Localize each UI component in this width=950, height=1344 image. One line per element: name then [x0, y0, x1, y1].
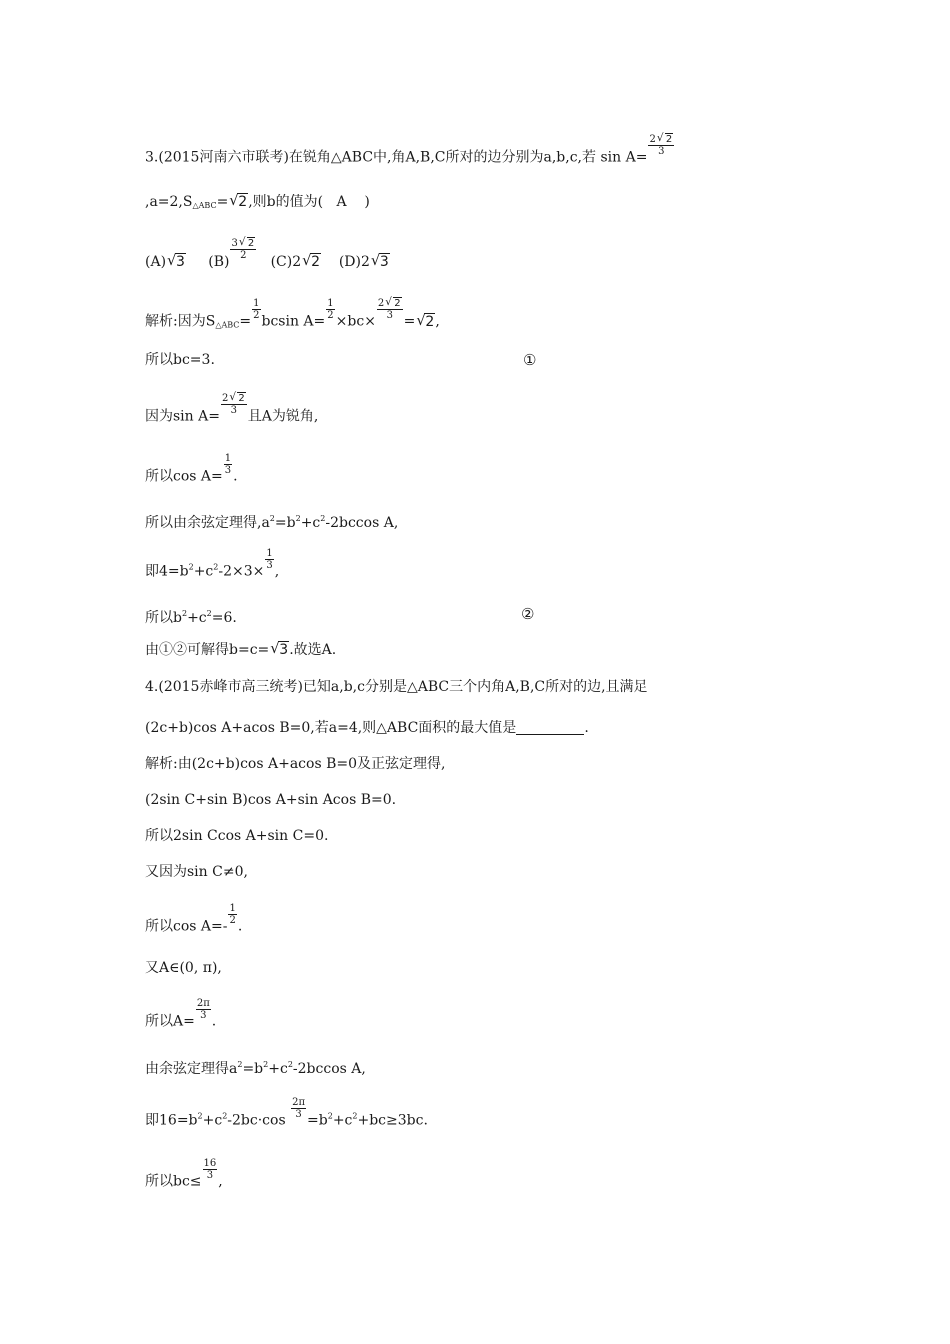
- solution4-line5: 所以cos A=- $\frac{1}{2}$ .: [145, 903, 243, 935]
- solution4-line3: 所以2sin Ccos A+sin C=0.: [145, 828, 329, 844]
- equation-marker-1: ①: [523, 351, 537, 369]
- solution3-line8: 由①②可解得b=c=√ 3.故选A.: [145, 640, 336, 660]
- option-a: (A)√ 3: [145, 254, 186, 270]
- problem4-stem-line1: 4.(2015赤峰市高三统考)已知a,b,c分别是△ABC三个内角A,B,C所对的边,且满足: [145, 679, 648, 695]
- answer-choice: A: [336, 194, 347, 210]
- solution3-line5: 所以由余弦定理得$,a^2=b^2+c^2-2bccos$ A,: [145, 514, 399, 531]
- equation-marker-2: ②: [521, 605, 535, 623]
- problem4-stem-line2: (2c+b)cos A+acos B=0,若a=4,则△ABC面积的最大值是 .: [145, 720, 589, 736]
- problem3-options: [145, 238, 390, 272]
- solution3-line1: 解析:因为$S_{\triangle ABC}=$ $\frac{1}{2}$ bcsin A= $\frac{1}{2}$ ×bc× $\frac{2√ 2}{3}$ =√ 2,: [145, 298, 440, 336]
- solution3-line2: 所以bc=3.: [145, 352, 215, 368]
- solution4-line6: 又A∈(0, π),: [145, 960, 222, 976]
- solution4-line4: 又因为sin C≠0,: [145, 864, 248, 880]
- answer-blank: [516, 720, 584, 735]
- option-c: (C)2√ 2: [271, 254, 321, 270]
- problem3-stem-line1: 3.(2015河南六市联考)在锐角△ABC中,角A,B,C所对的边分别为a,b,c,若 sin A= $\frac{2√ 2}{3}$: [145, 134, 675, 168]
- solution3-line7: 所以$b^2+c^2=6$.: [145, 609, 237, 626]
- problem3-stem-line2: $,a=2,S_{\triangle ABC}=√$ 2,则b的值为( A ): [145, 192, 370, 216]
- solution3-line3: 因为sin A= $\frac{2√ 2}{3}$ 且A为锐角,: [145, 393, 318, 427]
- sqrt: √ 2: [229, 192, 248, 212]
- sqrt: √ 2: [657, 134, 673, 145]
- solution4-line8: 由余弦定理得$a^2=b^2+c^2-2bccos$ A,: [145, 1060, 366, 1077]
- option-b: (B) $\frac{3√ 2}{2}$: [208, 254, 257, 270]
- solution3-line4: 所以cos A= $\frac{1}{3}$ .: [145, 453, 238, 485]
- solution4-line1: 解析:由(2c+b)cos A+acos B=0及正弦定理得,: [145, 756, 446, 772]
- solution4-line10: 所以bc≤ $\frac{16}{3}$ ,: [145, 1158, 223, 1190]
- fraction: $\frac{2√ 2}{3}$: [648, 134, 674, 157]
- solution3-line6: 即$4=b^2+c^2-2\times 3\times$ $\frac{1}{3}$ ,: [145, 548, 280, 580]
- option-d: (D)2√ 3: [339, 254, 390, 270]
- solution4-line2: (2sin C+sin B)cos A+sin Acos B=0.: [145, 792, 397, 808]
- solution4-line7: 所以A= $\frac{2\pi}{3}$ .: [145, 998, 217, 1030]
- solution4-line9: 即$16=b^2+c^2-2bc\cdot\cos$ $\frac{2\pi}{3}$ $=b^2+c^2+bc\ge 3bc$.: [145, 1097, 428, 1129]
